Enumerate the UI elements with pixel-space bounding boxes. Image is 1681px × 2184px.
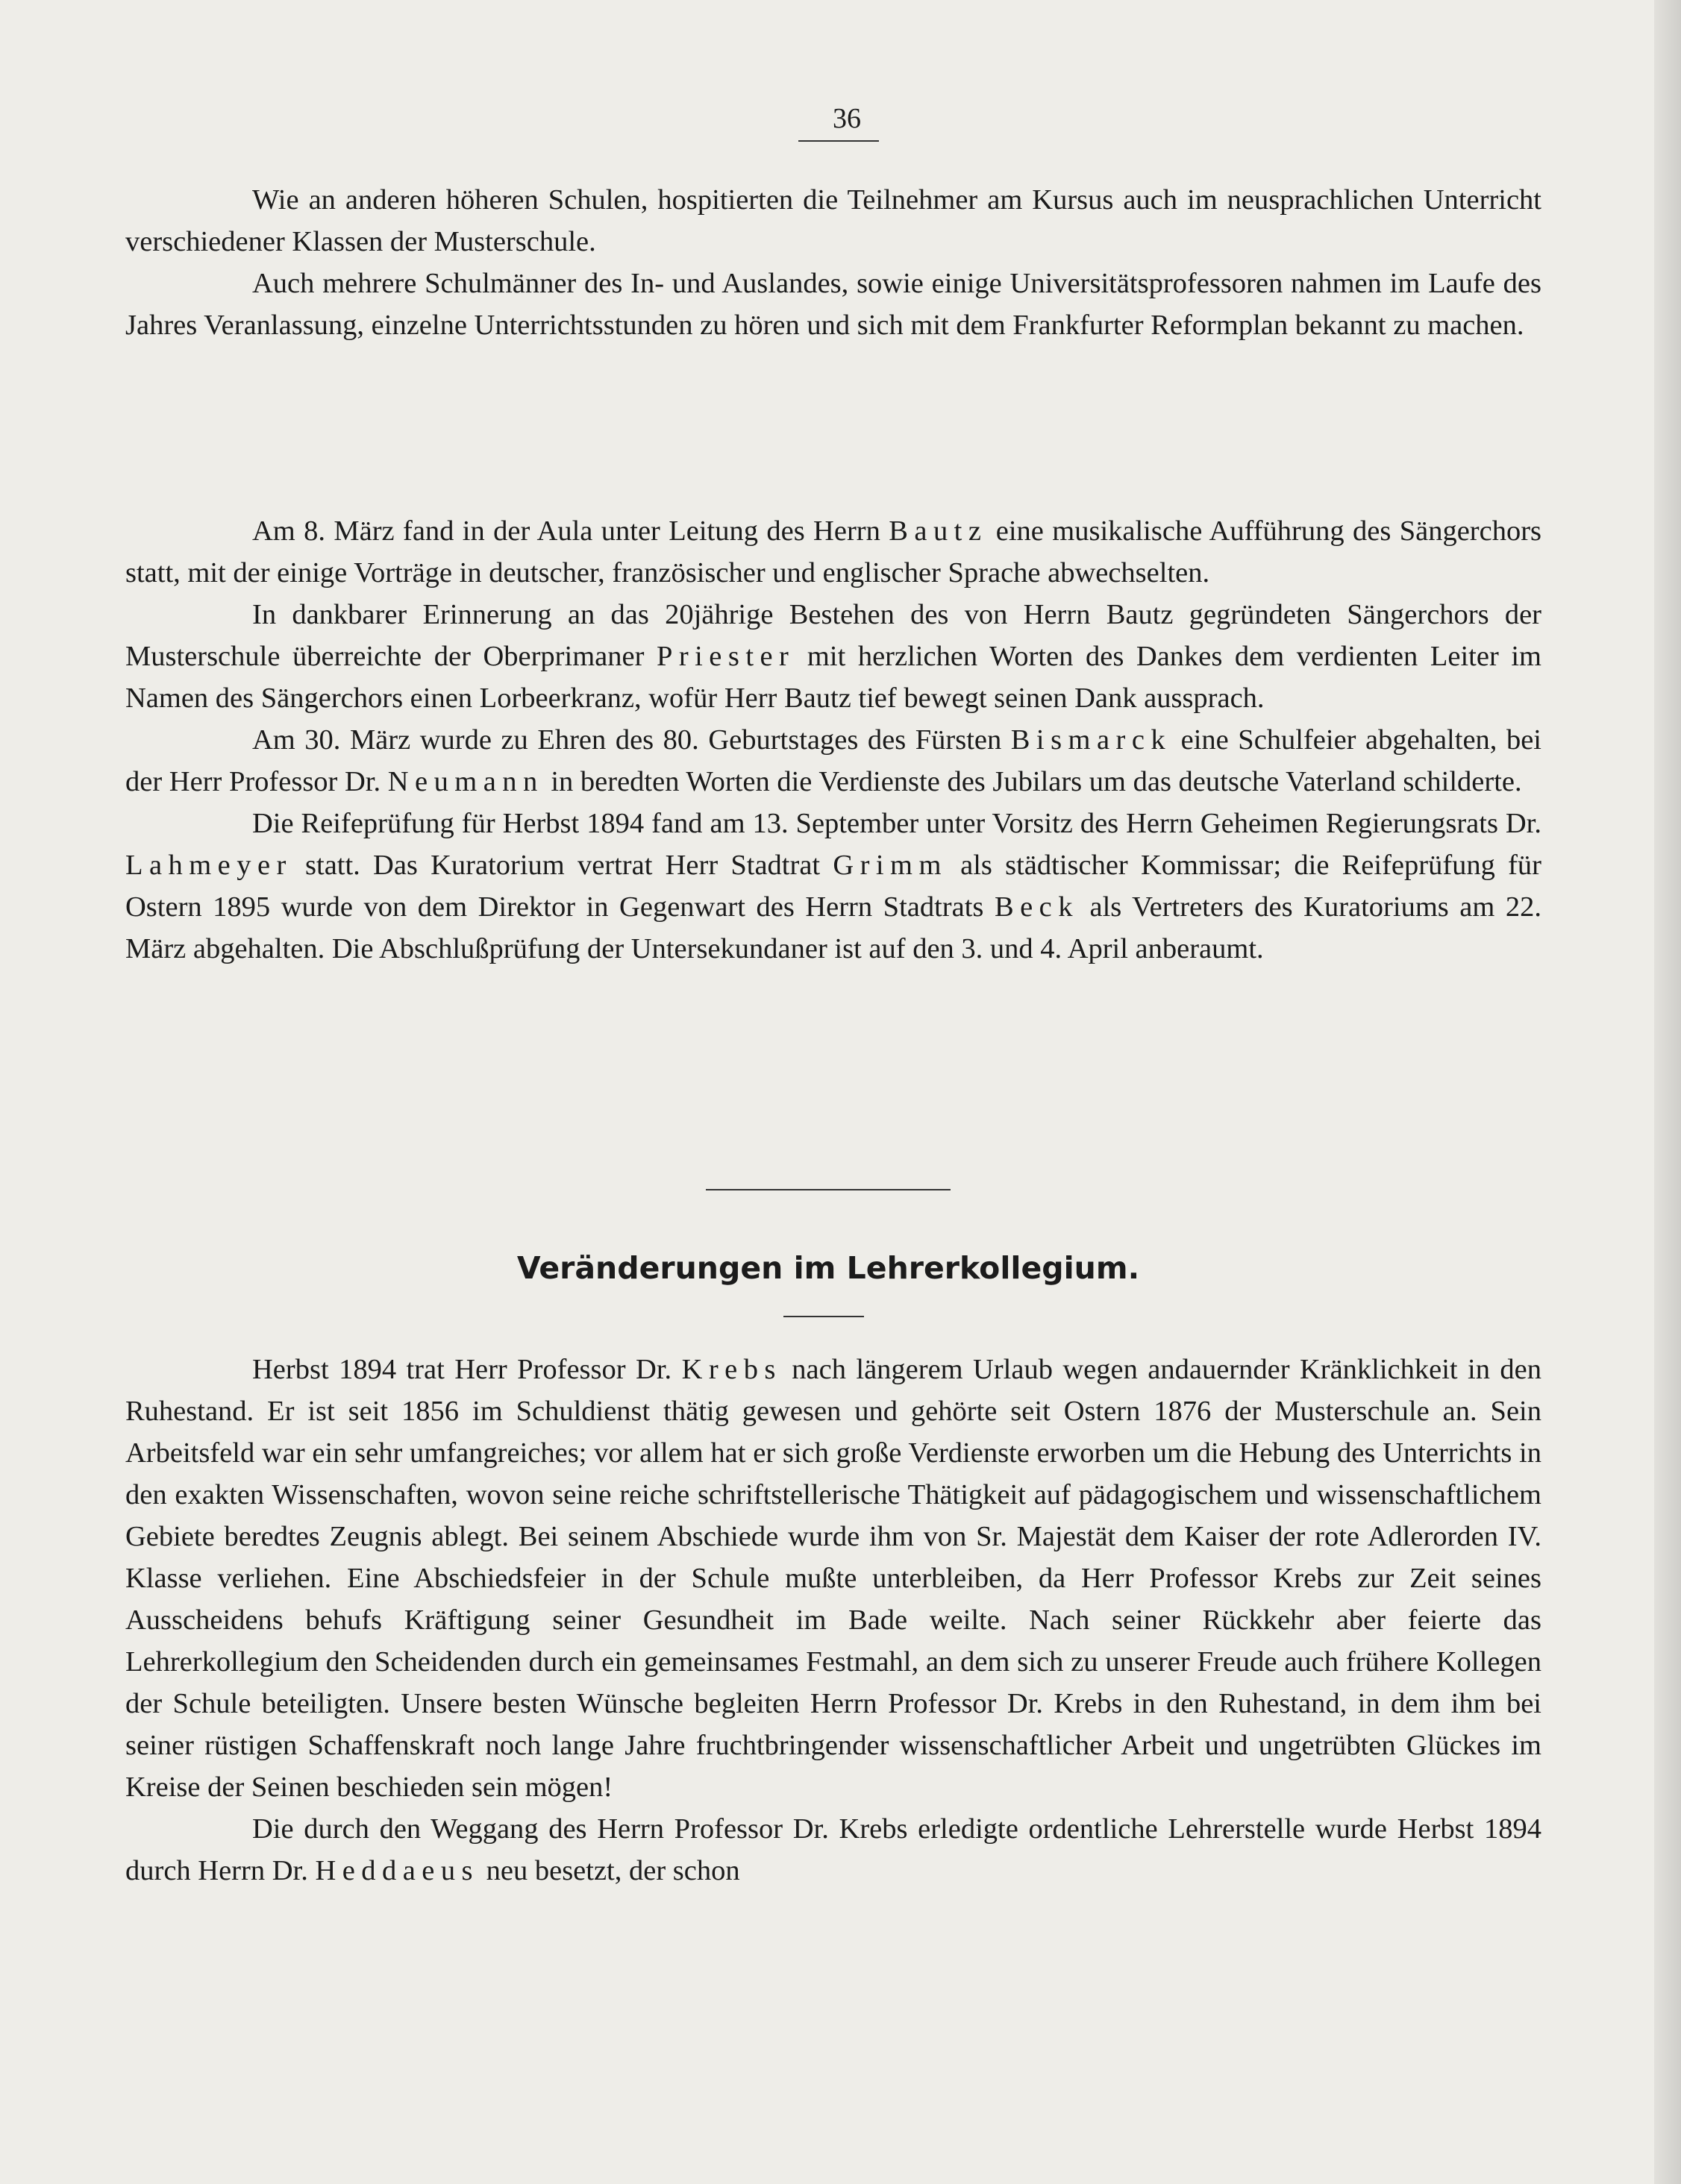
text-run: Am 8. März fand in der Aula unter Leitung des Herrn (252, 515, 889, 547)
spaced-name: Bismarck (1010, 724, 1172, 756)
spaced-name: Beck (994, 891, 1079, 923)
spaced-name: Grimm (833, 850, 948, 881)
spaced-name: Heddaeus (315, 1855, 480, 1886)
text-run: neu besetzt, der schon (479, 1855, 740, 1886)
text-run: In dankbarer Erinnerung an das 20jährige Bestehen des von Herrn Bautz gegründeten Sängerchors der Musterschule überreichte der Oberprimaner (125, 599, 1541, 672)
text-run: als städtischer Kommissar; die Reifeprüfung für Ostern 1895 wurde von dem Direktor in Gegenwart des Herrn Stadtrats (125, 850, 1541, 923)
spaced-name: Bautz (889, 515, 988, 547)
text-run: eine Schulfeier abgehalten, bei der Herr Professor Dr. (125, 724, 1541, 797)
paragraph-concert (125, 510, 1541, 594)
spaced-name: Krebs (681, 1354, 782, 1385)
paragraph-heddaeus (125, 1808, 1541, 1892)
text-block-school-events (125, 510, 1541, 970)
section-divider (706, 1189, 951, 1190)
paragraph-bismarck (125, 719, 1541, 803)
spaced-name: Neumann (387, 766, 544, 797)
spaced-name: Lahmeyer (125, 850, 292, 881)
text-run: Am 30. März wurde zu Ehren des 80. Geburtstages des Fürsten (252, 724, 1011, 756)
text-run: Herbst 1894 trat Herr Professor Dr. (252, 1354, 682, 1385)
paragraph-examinations (125, 803, 1541, 970)
paragraph-anniversary (125, 594, 1541, 719)
text-run: eine musikalische Aufführung des Sängerchors statt, mit der einige Vorträge in deutscher, französischer und englischer Sprache abwechselten. (125, 515, 1541, 589)
text-run: Die durch den Weggang des Herrn Professor Dr. Krebs erledigte ordentliche Lehrerstelle wurde Herbst 1894 durch Herrn Dr. (125, 1813, 1541, 1886)
section-heading: Veränderungen im Lehrerkollegium. (516, 1250, 1140, 1286)
page-number: 36 (833, 103, 861, 134)
paragraph-krebs (125, 1349, 1541, 1808)
page-edge-shadow (1654, 0, 1681, 2184)
page-number-rule (798, 140, 879, 142)
heading-underline (783, 1316, 864, 1317)
text-run: mit herzlichen Worten des Dankes dem verdienten Leiter im Namen des Sängerchors einen Lorbeerkranz, wofür Herr Bautz tief bewegt seinen Dank aussprach. (125, 641, 1541, 714)
text-run: in beredten Worten die Verdienste des Jubilars um das deutsche Vaterland schilderte. (543, 766, 1522, 797)
text-run: statt. Das Kuratorium vertrat Herr Stadtrat (292, 850, 833, 881)
text-run: Die Reifeprüfung für Herbst 1894 fand am 13. September unter Vorsitz des Herrn Geheimen Regierungsrats Dr. (252, 808, 1541, 839)
text-run: als Vertreters des Kuratoriums am 22. März abgehalten. Die Abschlußprüfung der Untersekundaner ist auf den 3. und 4. April anberaumt. (125, 891, 1541, 964)
paragraph: Wie an anderen höheren Schulen, hospitierten die Teilnehmer am Kursus auch im neusprachlichen Unterricht verschiedener Klassen der Musterschule. (125, 184, 1541, 257)
text-block-hospitation (125, 179, 1541, 346)
text-block-staff-changes (125, 1349, 1541, 1892)
text-run: nach längerem Urlaub wegen andauernder Kränklichkeit in den Ruhestand. Er ist seit 1856 im Schuldienst thätig gewesen und gehörte seit Ostern 1876 der Musterschule an. Sein Arbeitsfeld war ein sehr umfangreiches; vor allem hat er sich große Verdienste erworben um die Hebung des Unterrichts in den exakten Wissenschaften, wovon seine reiche schriftstellerische Thätigkeit auf pädagogischem und wissenschaftlichem Gebiete beredtes Zeugnis ablegt. Bei seinem Abschiede wurde ihm von Sr. Majestät dem Kaiser der rote Adlerorden IV. Klasse verliehen. Eine Abschiedsfeier in der Schule mußte unterbleiben, da Herr Professor Krebs zur Zeit seines Ausscheidens behufs Kräftigung seiner Gesundheit im Bade weilte. Nach seiner Rückkehr aber feierte das Lehrerkollegium den Scheidenden durch ein gemeinsames Festmahl, an dem sich zu unserer Freude auch frühere Kollegen der Schule beteiligten. Unsere besten Wünsche begleiten Herrn Professor Dr. Krebs in den Ruhestand, in dem ihm bei seiner rüstigen Schaffenskraft noch lange Jahre fruchtbringender wissenschaftlicher Arbeit und ungetrübten Glückes im Kreise der Seinen beschieden sein mögen! (125, 1354, 1542, 1803)
spaced-name: Priester (656, 641, 795, 672)
paragraph: Auch mehrere Schulmänner des In- und Auslandes, sowie einige Universitätsprofessoren nahmen im Laufe des Jahres Veranlassung, einzelne Unterrichtsstunden zu hören und sich mit dem Frankfurter Reformplan bekannt zu machen. (125, 268, 1541, 341)
